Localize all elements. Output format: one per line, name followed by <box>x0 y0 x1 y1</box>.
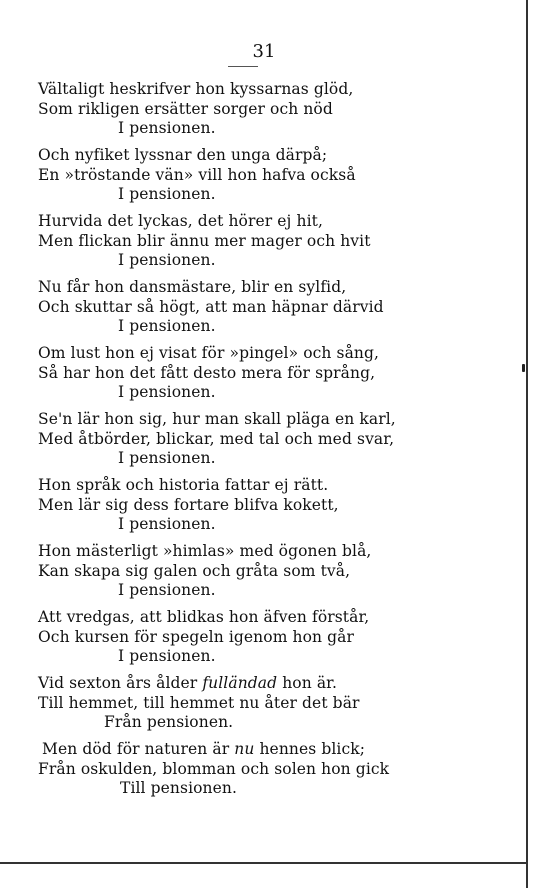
verse-line: Hon mästerligt »himlas» med ögonen blå, <box>38 542 372 560</box>
refrain-line: I pensionen. <box>118 119 216 137</box>
verse-line: Och nyfiket lyssnar den unga därpå; <box>38 146 328 164</box>
stanza-11 <box>0 740 528 799</box>
stanza-9 <box>0 608 528 667</box>
verse-line <box>0 740 528 760</box>
verse-text: Men död för naturen är <box>42 740 235 758</box>
refrain-line: I pensionen. <box>118 449 216 467</box>
verse-line: Men flickan blir ännu mer mager och hvit <box>38 231 371 250</box>
stanza-1 <box>0 80 528 139</box>
margin-mark <box>522 364 525 372</box>
verse-line: Kan skapa sig galen och gråta som två, <box>38 561 351 580</box>
verse-line: Men lär sig dess fortare blifva kokett, <box>38 495 339 514</box>
refrain-line: I pensionen. <box>118 515 216 533</box>
verse-line: Till hemmet, till hemmet nu åter det bär <box>38 693 360 712</box>
refrain-line: I pensionen. <box>118 317 216 335</box>
verse-line: Om lust hon ej visat för »pingel» och sång, <box>38 344 380 362</box>
stanza-2 <box>0 146 528 205</box>
refrain-line: I pensionen. <box>118 383 216 401</box>
page-number-rule <box>228 66 258 67</box>
refrain-line: I pensionen. <box>118 581 216 599</box>
refrain-line: I pensionen. <box>118 185 216 203</box>
refrain-line: Från pensionen. <box>104 713 234 731</box>
verse-line: Som rikligen ersätter sorger och nöd <box>38 99 333 118</box>
verse-line: Med åtbörder, blickar, med tal och med svar, <box>38 429 395 448</box>
verse-line <box>0 674 528 694</box>
verse-line: Hurvida det lyckas, det hörer ej hit, <box>38 212 323 230</box>
verse-line: Så har hon det fått desto mera för språng, <box>38 363 376 382</box>
stanza-4 <box>0 278 528 337</box>
verse-line: En »tröstande vän» vill hon hafva också <box>38 165 356 184</box>
stanza-8 <box>0 542 528 601</box>
stanza-3 <box>0 212 528 271</box>
stanza-5 <box>0 344 528 403</box>
verse-line: Från oskulden, blomman och solen hon gick <box>38 759 390 778</box>
italic-word: fulländad <box>202 674 278 692</box>
bottom-rule <box>0 862 528 864</box>
stanza-7 <box>0 476 528 535</box>
stanza-6 <box>0 410 528 469</box>
refrain-line: I pensionen. <box>118 647 216 665</box>
stanza-10 <box>0 674 528 733</box>
italic-word: nu <box>234 740 255 758</box>
refrain-line: I pensionen. <box>118 251 216 269</box>
verse-line: Nu får hon dansmästare, blir en sylfid, <box>38 278 347 296</box>
verse-line: Att vredgas, att blidkas hon äfven förstår, <box>38 608 370 626</box>
verse-text: Vid sexton års ålder <box>38 674 203 692</box>
verse-line: Vältaligt heskrifver hon kyssarnas glöd, <box>38 80 354 98</box>
verse-text: hennes blick; <box>254 740 366 758</box>
verse-text: hon är. <box>277 674 337 692</box>
page-number: 31 <box>252 41 276 62</box>
verse-line: Och skuttar så högt, att man häpnar därvid <box>38 297 384 316</box>
verse-line: Hon språk och historia fattar ej rätt. <box>38 476 329 494</box>
verse-line: Se'n lär hon sig, hur man skall pläga en karl, <box>38 410 396 428</box>
verse-line: Och kursen för spegeln igenom hon går <box>38 627 355 646</box>
refrain-line: Till pensionen. <box>120 779 238 797</box>
